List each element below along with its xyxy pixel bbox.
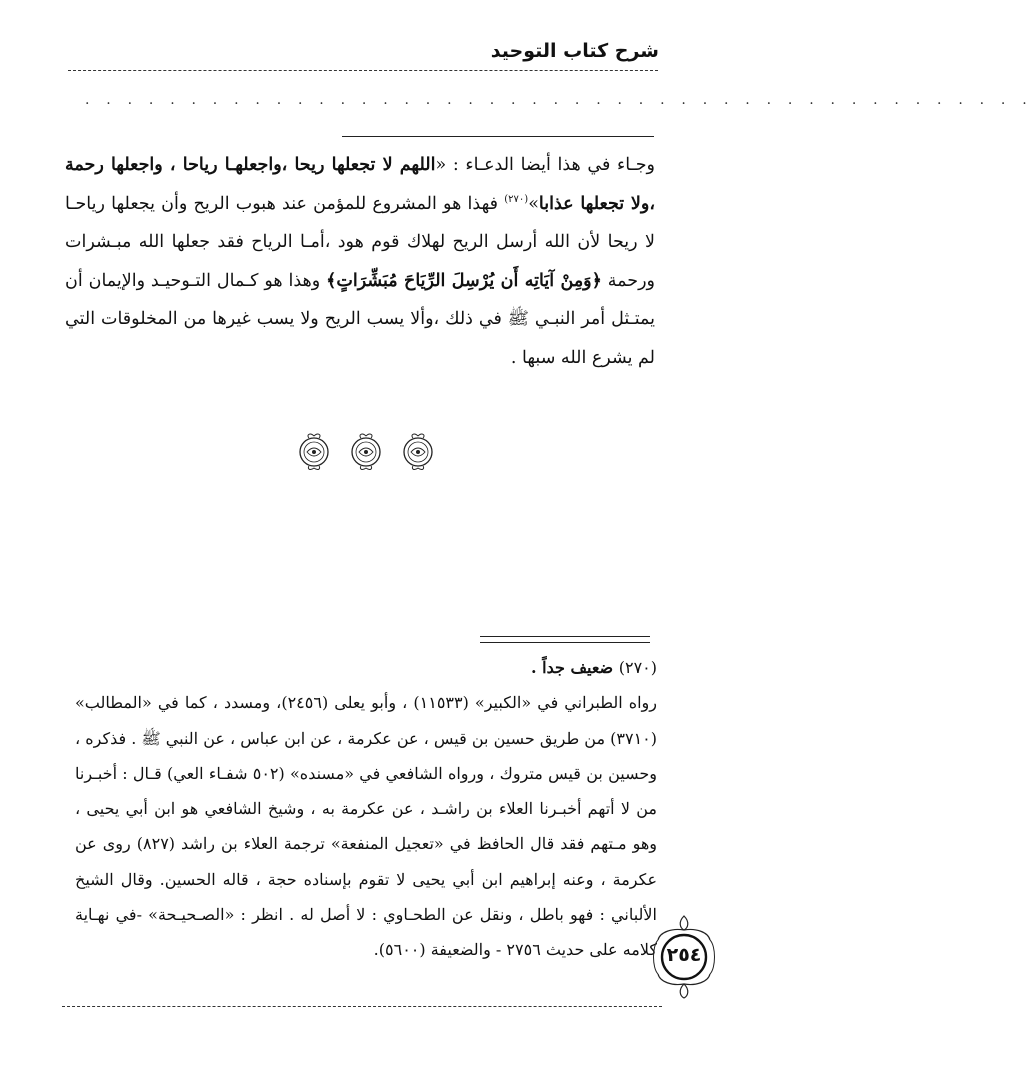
footnote-number: (٢٧٠) — [618, 658, 657, 677]
footnote-heading — [75, 650, 657, 685]
main-paragraph — [65, 146, 655, 377]
footnote-rule — [480, 642, 650, 643]
running-header-title: شرح كتاب التوحيد — [490, 40, 659, 62]
dotted-line: . . . . . . . . . . . . . . . . . . . . . . . . . . . . . . . . . . . . . . . . . . . . . — [85, 92, 1033, 108]
footnote — [75, 650, 657, 968]
floral-medallion-icon — [348, 431, 384, 471]
header-rule — [68, 70, 658, 71]
page-number-medallion — [650, 912, 718, 1002]
main-text — [65, 146, 655, 377]
footnote-reference: (٢٧٠) — [504, 193, 529, 205]
quran-verse: ﴿وَمِنْ آيَاتِه أَن يُرْسِلَ الرِّيَاحَ مُبَشِّرَاتٍ﴾ — [326, 270, 602, 291]
page-number: ٢٥٤ — [666, 944, 702, 966]
footer-rule — [62, 1006, 662, 1007]
quote-close-mark: » — [528, 193, 539, 214]
floral-medallion-icon — [400, 431, 436, 471]
floral-medallion-icon — [296, 431, 332, 471]
section-rule — [342, 136, 654, 137]
footnote-text: رواه الطبراني في «الكبير» (١١٥٣٣) ، وأبو يعلى (٢٤٥٦)، ومسدد ، كما في «المطالب» (٣٧١٠) من طريق حسين بن قيس ، عن عكرمة ، عن ابن عباس ، عن النبي ﷺ . فذكره ، وحسين بن قيس متروك ، ورواه الشافعي في «مسنده» (٥٠٢ شفـاء العي) قـال : أخبـرنا من لا أتهم أخبـرنا العلاء بن راشـد ، عن عكرمة به ، وشيخ الشافعي هو ابن أبي يحيى ، وهو مـتهم فقد قال الحافظ في «تعجيل المنفعة» ترجمة العلاء بن راشد (٨٢٧) روى عن عكرمة ، وعنه إبراهيم ابن أبي يحيى لا تقوم بإسناده حجة ، قاله الحسين. وقال الشيخ الألباني : فهو باطل ، ونقل عن الطحـاوي : لا أصل له . انظر : «الصـحيـحة» -في نهـاية كلامه على حديث ٢٧٥٦ - والضعيفة (٥٦٠٠). — [75, 693, 658, 960]
footnote-grade: ضعيف جداً . — [531, 658, 619, 677]
body-segment-intro: وجـاء في هذا أيضا الدعـاء : « — [435, 155, 655, 175]
ornament-group — [296, 431, 436, 471]
hadith-quote: اللهم لا تجعلها ريحا ،واجعلهـا رياحا ، واجعلها رحمة ،ولا تجعلها عذابا — [65, 155, 655, 214]
body-segment-conclusion: وهذا هو كـمال التـوحيـد والإيمان أن يمتـثل أمر النبـي ﷺ في ذلك ،وألا يسب الريح ولا يسب غيرها من المخلوقات التي لم يشرع الله سبها . — [65, 270, 655, 368]
body-segment-commentary: فهذا هو المشروع للمؤمن عند هبوب الريح وأن يجعلها رياحـا لا ريحا لأن الله أرسل الريح لهلاك قوم هود ،أمـا الرياح فقد جعلها الله مبـشرات ورحمة — [65, 193, 656, 291]
footnote-rule — [480, 636, 650, 637]
